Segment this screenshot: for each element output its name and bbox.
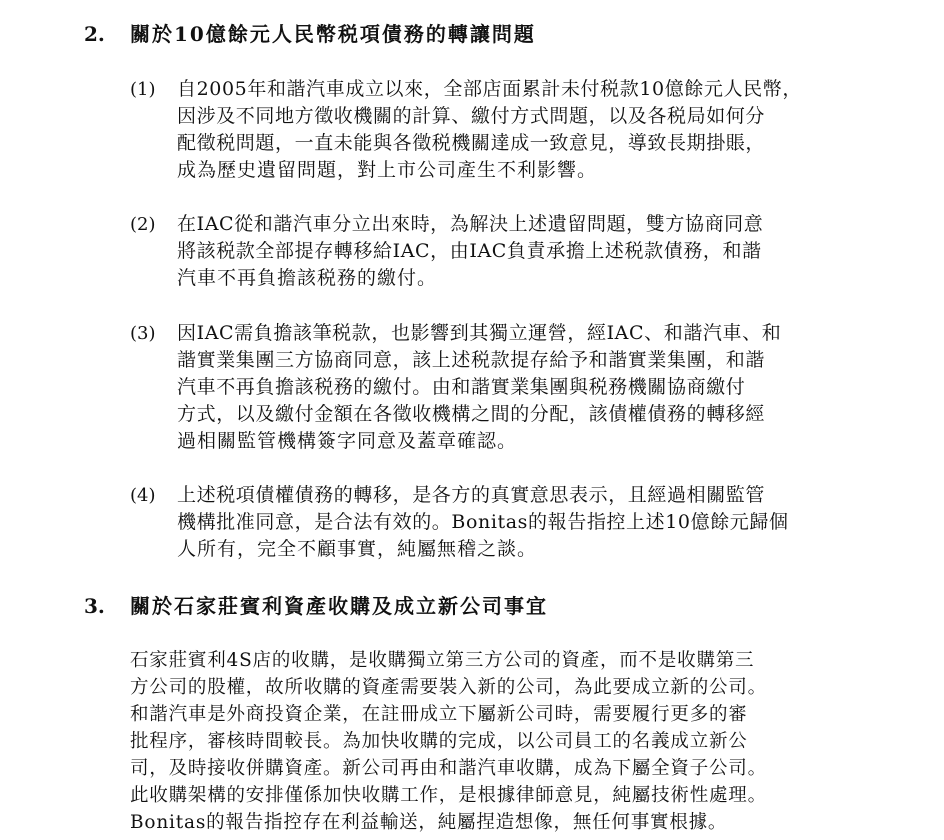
text-line: 司，及時接收併購資產。新公司再由和諧汽車收購，成為下屬全資子公司。 — [130, 758, 767, 779]
section-2-title: 關於10億餘元人民幣税項債務的轉讓問題 — [130, 22, 536, 46]
text-line: 此收購架構的安排僅係加快收購工作，是根據律師意見，純屬技術性處理。 — [130, 785, 767, 806]
text-line: 因IAC需負擔該筆税款，也影響到其獨立運營，經IAC、和諧汽車、和 — [177, 322, 782, 344]
list-item-number: (2) — [130, 214, 156, 235]
text-line: 機構批准同意，是合法有效的。Bonitas的報告指控上述10億餘元歸個 — [177, 511, 789, 533]
text-line: 批程序，審核時間較長。為加快收購的完成，以公司員工的名義成立新公 — [130, 731, 748, 752]
list-item-number: (3) — [130, 323, 156, 344]
section-3-number: 3. — [84, 594, 105, 618]
list-item-number: (1) — [130, 79, 156, 100]
text-line: 方式，以及繳付金額在各徵收機構之間的分配，該債權債務的轉移經 — [177, 403, 766, 425]
text-line: 石家莊賓利4S店的收購，是收購獨立第三方公司的資產，而不是收購第三 — [130, 650, 755, 671]
text-line: 自2005年和諧汽車成立以來，全部店面累計未付税款10億餘元人民幣， — [177, 78, 802, 100]
text-line: 人所有，完全不顧事實，純屬無稽之談。 — [177, 538, 538, 560]
text-line: Bonitas的報告指控存在利益輸送，純屬捏造想像，無任何事實根據。 — [130, 812, 728, 833]
text-line: 方公司的股權，故所收購的資產需要裝入新的公司，為此要成立新的公司。 — [130, 677, 767, 698]
list-item-number: (4) — [130, 485, 156, 506]
text-line: 配徵税問題，一直未能與各徵税機關達成一致意見，導致長期掛賬， — [177, 132, 766, 154]
section-3-paragraph — [130, 647, 860, 836]
section-3-title: 關於石家莊賓利資產收購及成立新公司事宜 — [130, 594, 548, 618]
text-line: 汽車不再負擔該税務的繳付。由和諧實業集團與税務機關協商繳付 — [177, 376, 746, 398]
section-3-heading — [84, 592, 548, 620]
text-line: 諧實業集團三方協商同意，該上述税款提存給予和諧實業集團，和諧 — [177, 349, 766, 371]
text-line: 在IAC從和諧汽車分立出來時，為解決上述遺留問題，雙方協商同意 — [177, 213, 764, 235]
text-line: 上述税項債權債務的轉移，是各方的真實意思表示，且經過相關監管 — [177, 484, 766, 506]
section-2-heading — [84, 20, 536, 48]
text-line: 因涉及不同地方徵收機關的計算、繳付方式問題，以及各税局如何分 — [177, 105, 766, 127]
text-line: 成為歷史遺留問題，對上市公司產生不利影響。 — [177, 159, 598, 181]
text-line: 過相關監管機構簽字同意及蓋章確認。 — [177, 430, 518, 452]
text-line: 和諧汽車是外商投資企業，在註冊成立下屬新公司時，需要履行更多的審 — [130, 704, 748, 725]
text-line: 汽車不再負擔該税務的繳付。 — [177, 267, 438, 289]
text-line: 將該税款全部提存轉移給IAC，由IAC負責承擔上述税款債務，和諧 — [177, 240, 762, 262]
section-2-number: 2. — [84, 22, 105, 46]
